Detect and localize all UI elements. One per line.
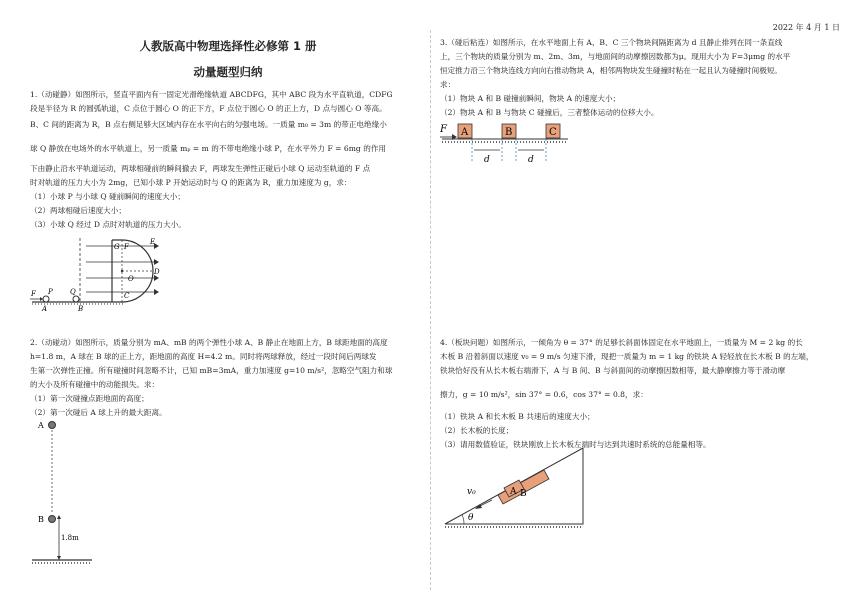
- q3-figure: [438, 118, 588, 168]
- label-block-a: A: [461, 127, 469, 138]
- label-block-a: A: [510, 487, 517, 497]
- ball-q: [73, 296, 79, 302]
- q3-line: 3.（碰后粘连）如图所示，在水平地面上有 A、B、C 三个物块间隔距离为 d 且静止排列在同一条直线: [440, 38, 783, 47]
- label-d1: d: [484, 155, 490, 165]
- label-p: P: [48, 288, 53, 296]
- field-arrow: [154, 259, 159, 265]
- q4-line: 铁块恰好没有从长木板右端滑下，A 与 B 间、B 与斜面间的动摩擦因数相等，最大静摩擦力等于滑动摩: [440, 366, 786, 375]
- q1-line: （2）两球相碰后速度大小；: [30, 206, 126, 215]
- doc-title: 人教版高中物理选择性必修第 1 册: [139, 39, 317, 53]
- label-d2: d: [528, 155, 534, 165]
- question-4: [440, 336, 814, 452]
- q4-line: （3）请用数值验证，铁块刚放上长木板左端时与达到共速时系统的总能量相等。: [440, 440, 711, 449]
- q4-line: （2）长木板的长度；: [440, 426, 514, 435]
- q1-line: （1）小球 P 与小球 Q 碰前瞬间的速度大小；: [30, 192, 185, 201]
- q2-line: 2.（动碰动）如图所示，质量分别为 mA、mB 的两个弹性小球 A、B 静止在地面上方，B 球距地面的高度: [30, 338, 388, 347]
- q2-line: 生第一次弹性正撞。所有碰撞时间忽略不计，已知 mB=3mA，重力加速度 g=10 m/s²，忽略空气阻力和球: [30, 366, 393, 375]
- label-f: F: [124, 243, 129, 251]
- q1-line: B、C 间的距离为 R，B 点右侧足够大区域内存在水平向右的匀强电场。一质量 m₀ = 3m 的带正电绝缘小: [30, 120, 387, 129]
- ball-b: [49, 516, 56, 523]
- label-b: B: [78, 305, 84, 312]
- label-ball-b: B: [38, 515, 44, 524]
- q1-line: （3）小球 Q 经过 D 点时对轨道的压力大小。: [30, 220, 186, 229]
- label-board-b: B: [520, 489, 527, 499]
- label-force: F: [31, 290, 36, 298]
- field-arrow: [154, 289, 159, 295]
- column-divider: [430, 30, 431, 590]
- angle-arc: [462, 515, 464, 524]
- ball-p: [43, 296, 49, 302]
- doc-subtitle: 动量题型归纳: [193, 65, 263, 79]
- question-3: [440, 36, 790, 120]
- force-arrowhead: [40, 297, 43, 301]
- label-block-b: B: [505, 127, 513, 138]
- label-a: A: [42, 305, 48, 312]
- label-o: O: [128, 275, 134, 283]
- question-2: [30, 336, 392, 420]
- label-ball-a: A: [38, 421, 44, 430]
- q1-line: 球 Q 静放在电场外的水平轨道上，另一质量 mₚ = m 的不带电绝缘小球 P，在水平外力 F = 6mg 的作用: [30, 144, 386, 153]
- q1-line: 段是半径为 R 的圆弧轨道，C 点位于圆心 O 的正下方，F 点位于圆心 O 的正上方，D 点与圆心 O 等高。: [30, 104, 387, 113]
- q4-line: 4.（板块问题）如图所示，一倾角为 θ = 37° 的足够长斜面体固定在水平地面上，一质量为 M = 2 kg 的长: [440, 338, 803, 347]
- q2-line: 的大小及所有碰撞中的动能损失。求：: [30, 380, 160, 389]
- label-q: Q: [70, 288, 76, 296]
- question-1: [30, 88, 393, 232]
- q1-figure: [28, 232, 198, 312]
- label-block-c: C: [549, 127, 557, 138]
- q4-line: 擦力，g = 10 m/s²，sin 37° = 0.6，cos 37° = 0.8，求：: [440, 390, 648, 399]
- height-label: 1.8m: [61, 534, 79, 542]
- label-e: E: [150, 238, 156, 246]
- label-d: D: [154, 268, 160, 276]
- q2-line: h=1.8 m，A 球在 B 球的正上方，距地面的高度 H=4.2 m。同时将两球释放，经过一段时间后两球发: [30, 352, 377, 361]
- label-c: C: [124, 292, 130, 300]
- q3-line: （2）物块 A 和 B 与物块 C 碰撞后，三者整体运动的位移大小。: [440, 108, 659, 117]
- page-date: 2022 年 4 月 1 日: [772, 23, 840, 32]
- q3-line: 恒定推力沿三个物块连线方向向右推动物块 A，相邻两物块发生碰撞时粘在一起且认为碰撞时间极短。: [440, 66, 783, 75]
- q3-line: 求：: [440, 80, 456, 89]
- ball-a: [49, 422, 56, 429]
- arrowhead-up: [57, 515, 61, 519]
- q4-line: （1）铁块 A 和长木板 B 共速后的速度大小；: [440, 412, 595, 421]
- q3-line: （1）物块 A 和 B 碰撞前瞬间，物块 A 的速度大小；: [440, 94, 621, 103]
- q2-figure: [28, 414, 108, 574]
- q4-line: 木板 B 沿着斜面以速度 v₀ = 9 m/s 匀速下滑，现把一质量为 m = 1 kg 的铁块 A 轻轻放在长木板 B 的左端，: [440, 352, 814, 361]
- q2-line: （2）第一次碰后 A 球上升的最大距离。: [30, 408, 167, 417]
- q1-line: 1.（动碰静）如图所示，竖直平面内有一固定光滑绝缘轨道 ABCDFG，其中 ABC 段为水平直轨道，CDFG: [30, 90, 393, 99]
- q4-figure: [440, 436, 590, 531]
- label-theta: θ: [468, 513, 474, 523]
- label-v0: v₀: [467, 487, 476, 497]
- label-force: F: [440, 124, 447, 135]
- label-g: G: [114, 243, 120, 251]
- center-point: [121, 270, 123, 272]
- q3-line: 上，三个物块的质量分别为 m、2m、3m，与地面间的动摩擦因数都为μ。现用大小为 F=3μmg 的水平: [440, 52, 791, 61]
- q1-line: 时对轨道的压力大小为 2mg，已知小球 P 开始运动时与 Q 的距离为 R，重力加速度为 g，求：: [30, 178, 352, 187]
- q1-line: 下由静止沿水平轨道运动，两球相碰前的瞬间撤去 F，两球发生弹性正碰后小球 Q 运动至轨道的 F 点: [30, 164, 371, 173]
- q2-line: （1）第一次碰撞点距地面的高度；: [30, 394, 149, 403]
